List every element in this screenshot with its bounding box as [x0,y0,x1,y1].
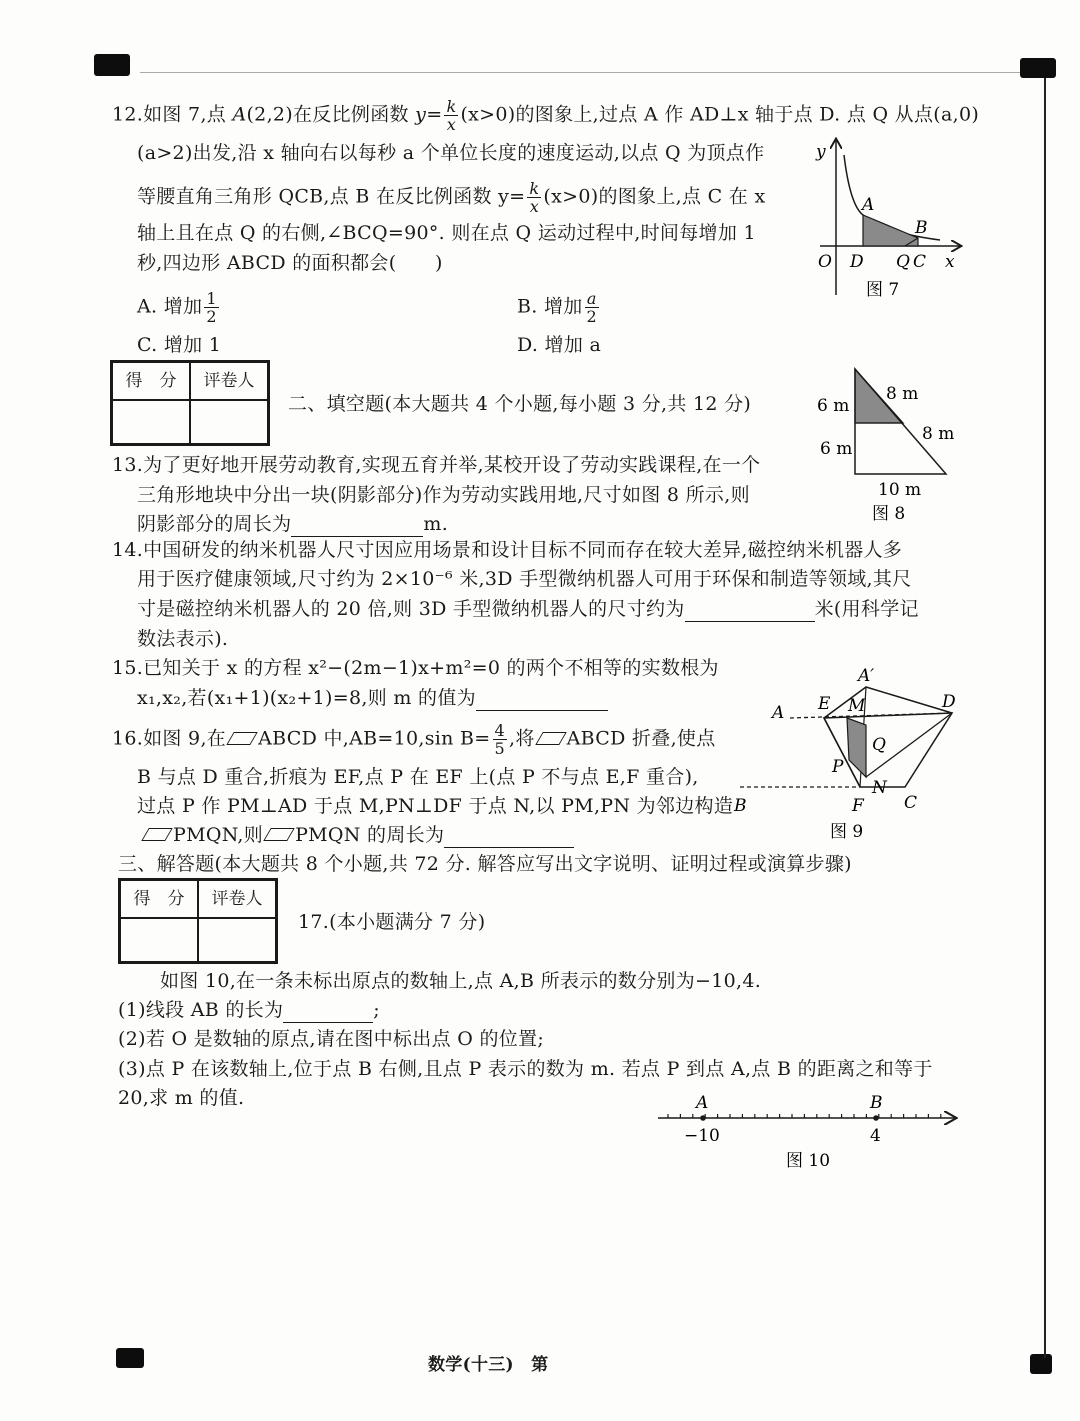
fig9-label-q: Q [872,735,886,755]
q14-line-2: 用于医疗健康领域,尺寸约为 2×10⁻⁶ 米,3D 手型微纳机器人可用于环保和制造等领域,其尺 [137,568,912,590]
fig9-label-d: D [942,692,956,712]
fig9-label-e: E [818,694,831,714]
fig10-point-a [700,1115,706,1121]
fig7-label-x: x [945,252,955,272]
fig10-value-b: 4 [870,1126,881,1146]
fig8-label-6m-top: 6 m [817,396,850,416]
grader-label: 评卷人 [190,362,268,400]
q15-line-2: x₁,x₂,若(x₁+1)(x₂+1)=8,则 m 的值为 [137,685,608,711]
fig8-label-10m: 10 m [878,480,922,500]
q15-line-1: 15.已知关于 x 的方程 x²−(2m−1)x+m²=0 的两个不相等的实数根为 [112,657,719,679]
q13-line-2: 三角形地块中分出一块(阴影部分)作为劳动实践用地,尺寸如图 8 所示,则 [137,484,750,506]
score-label: 得 分 [120,880,198,918]
q17-part-2: (2)若 O 是数轴的原点,请在图中标出点 O 的位置; [118,1028,545,1050]
q15-answer-blank[interactable] [476,690,608,711]
q17-answer-blank[interactable] [283,1002,373,1023]
grader-cell[interactable] [190,400,268,444]
fig8-label-6m-bottom: 6 m [820,439,853,459]
q16-line-4: PMQN,则 PMQN 的周长为 [137,822,574,848]
q12-line-1: 12.如图 7,点 A(2,2)在反比例函数 y= $\frac{k}{x}$ (x>0)的图象上,过点 A 作 AD⊥x 轴于点 D. 点 Q 从点(a,0) [112,97,980,134]
q14-line-4: 数法表示). [137,628,229,650]
fig10-label-b: B [870,1093,883,1113]
fig7-label-a: A [862,195,875,215]
figure-10 [650,1088,970,1178]
registration-mark-top-left [94,54,130,76]
registration-mark-bottom-right [1030,1354,1052,1374]
q17-title: 17.(本小题满分 7 分) [298,911,486,933]
grader-cell[interactable] [198,918,276,962]
score-box-section-2 [110,360,270,446]
q14-answer-blank[interactable] [685,601,815,622]
q16-line-1: 16.如图 9,在 ABCD 中,AB=10,sin B= $\frac{4}{5}$ ,将 ABCD 折叠,使点 [112,721,716,758]
fig7-label-q: Q [896,252,910,272]
q14-line-1: 14.中国研发的纳米机器人尺寸因应用场景和设计目标不同而存在较大差异,磁控纳米机器人多 [112,539,903,561]
parallelogram-icon [535,732,567,745]
fig7-caption: 图 7 [866,280,900,300]
q12-line-4: 轴上且在点 Q 的右侧,∠BCQ=90°. 则在点 Q 运动过程中,时间每增加 1 [137,222,756,244]
q17-intro: 如图 10,在一条未标出原点的数轴上,点 A,B 所表示的数分别为−10,4. [160,970,762,992]
fig7-label-d: D [850,252,864,272]
fig10-label-a: A [696,1093,709,1113]
q13-answer-blank[interactable] [291,516,423,537]
fig9-label-p: P [832,757,844,777]
page-footer: 数学(十三) 第 [428,1355,549,1375]
fig9-label-f: F [852,796,864,816]
q12-option-a: A. 增加 $\frac{1}{2}$ [137,289,217,326]
grader-label: 评卷人 [198,880,276,918]
q16-line-3: 过点 P 作 PM⊥AD 于点 M,PN⊥DF 于点 N,以 PM,PN 为邻边构造 [137,795,734,817]
q12-line-5: 秒,四边形 ABCD 的面积都会( ) [137,252,443,274]
score-cell[interactable] [112,400,190,444]
fig8-label-8m-bottom: 8 m [922,424,955,444]
fig7-label-y: y [816,142,826,162]
q12-line-2: (a>2)出发,沿 x 轴向右以每秒 a 个单位长度的速度运动,以点 Q 为顶点作 [137,142,765,164]
fraction-k-over-x: $\frac{k}{x}$ [446,97,457,134]
q12-option-d: D. 增加 a [517,334,602,356]
fig9-label-a-prime: A′ [858,666,875,686]
fig10-caption: 图 10 [786,1151,831,1171]
fig9-label-a: A [772,703,785,723]
fig8-label-8m-top: 8 m [886,384,919,404]
q17-part-3: (3)点 P 在该数轴上,位于点 B 右侧,且点 P 表示的数为 m. 若点 P 到点 A,点 B 的距离之和等于 [118,1058,933,1080]
fig7-shaded-region [863,215,918,246]
parallelogram-icon [141,828,173,841]
fig9-label-b: B [734,796,747,816]
score-box-section-3 [118,878,278,964]
top-rule [140,72,1020,73]
figure-8 [814,365,964,530]
parallelogram-icon [263,828,295,841]
q13-line-1: 13.为了更好地开展劳动教育,实现五育并举,某校开设了劳动实践课程,在一个 [112,454,761,476]
fig7-label-c: C [913,252,927,272]
section-2-heading: 二、填空题(本大题共 4 个小题,每小题 3 分,共 12 分) [288,393,752,415]
q17-part-4: 20,求 m 的值. [118,1087,245,1109]
q12-line-3: 等腰直角三角形 QCB,点 B 在反比例函数 y= $\frac{k}{x}$ (x>0)的图象上,点 C 在 x [137,179,766,216]
parallelogram-icon [226,732,258,745]
q16-line-2: B 与点 D 重合,折痕为 EF,点 P 在 EF 上(点 P 不与点 E,F 重合), [137,766,699,788]
figure-9 [730,665,970,845]
fig7-label-b: B [915,218,928,238]
fig9-caption: 图 9 [830,822,864,842]
q12-option-c: C. 增加 1 [137,334,222,356]
q13-line-3: 阴影部分的周长为 m. [137,513,449,535]
q14-line-3: 寸是磁控纳米机器人的 20 倍,则 3D 手型微纳机器人的尺寸约为 米(用科学记 [137,598,919,620]
fraction-k-over-x-2: $\frac{k}{x}$ [529,179,540,216]
fig9-label-n: N [872,778,887,798]
registration-mark-top-right [1020,58,1056,78]
fig8-caption: 图 8 [872,504,906,524]
page-edge-line [1044,78,1046,1358]
fig10-value-a: −10 [684,1126,720,1146]
registration-mark-bottom-left [116,1348,144,1368]
fig9-label-m: M [848,696,866,716]
section-3-heading: 三、解答题(本大题共 8 个小题,共 72 分. 解答应写出文字说明、证明过程或演算步骤) [118,853,852,875]
q17-part-1: (1)线段 AB 的长为 ; [118,999,380,1021]
figure-7 [800,135,970,305]
score-label: 得 分 [112,362,190,400]
fig9-label-c: C [904,793,918,813]
q12-option-b: B. 增加 $\frac{a}{2}$ [517,289,598,326]
fig7-label-o: O [818,252,832,272]
fig10-point-b [873,1115,879,1121]
score-cell[interactable] [120,918,198,962]
q16-answer-blank[interactable] [444,827,574,848]
